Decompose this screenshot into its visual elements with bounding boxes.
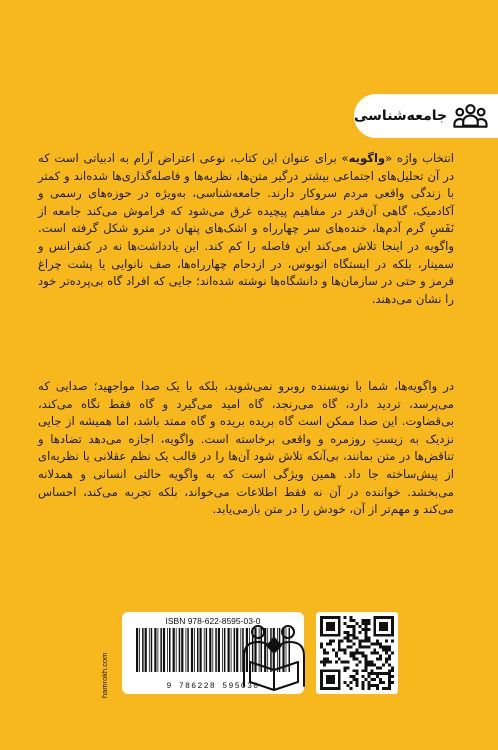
publisher-logo bbox=[236, 616, 312, 696]
publisher-website: hamrokh.com bbox=[100, 652, 109, 698]
isbn-label: ISBN 978-622-8595-03-0 bbox=[165, 616, 261, 626]
blurb-paragraph-2: در واگویه‌ها، شما با نویسنده روبرو نمی‌شوید، بلکه با یک صدا مواجهید؛ صدایی که می‌پرسد، تردید دارد، گاه می‌رنجد، گاه امید می‌گیرد و گاه فقط نگاه می‌کند، بی‌قضاوت. این صدا ممکن است گاه بریده بریده و گاه ممتد باشد، اما همیشه از جایی نزدیک به زیستِ روزمره و واقعی برخاسته است. واگویه، اجازه می‌دهد تضادها و تناقض‌ها در متن بمانند، بی‌آنکه تلاش شود آن‌ها را در قالب یک نظم عقلانی یا نظریه‌ای از پیش‌ساخته جا داد. همین ویژگی است که به واگویه حالتی انسانی و همدلانه می‌بخشد. خواننده در آن نه فقط اطلاعات می‌خواند، بلکه تجربه می‌کند، احساس می‌کند و مهم‌تر از آن، خودش را در متن بازمی‌یابد. bbox=[38, 379, 454, 517]
qr-code-pattern bbox=[320, 616, 394, 690]
people-group-icon bbox=[453, 101, 488, 131]
book-title-word: واگویه bbox=[348, 151, 386, 165]
category-tag bbox=[354, 94, 498, 138]
blurb-p1-after-title: » برای عنوان این کتاب، نوعی اعتراض آرام به ادبیاتی است که در آن تحلیل‌های اجتماعی بیشتر درگیر متن‌ها، نظریه‌ها و فاصله‌گذاری‌ها شده‌اند و کمتر با زندگی واقعی مردم سروکار دارند. جامعه‌شناسی، به‌ویژه در حوزه‌های رسمی و آکادمیک، گاهی آن‌قدر در مفاهیم پیچیده غرق می‌شود که فراموش می‌کند جامعه از نَفَسِ گرم آدم‌ها، خنده‌های سر چهارراه و اشک‌های پنهان در مترو شکل گرفته است. واگویه در اینجا تلاش می‌کند این فاصله را کم کند. این یادداشت‌ها نه در کنفرانس و سمینار، بلکه در ایستگاه اتوبوس، در ازدحام چهارراه‌ها، صف نانوایی یا پشت چراغ قرمز و حتی در سازمان‌ها و دانشگاه‌ها نوشته شده‌اند؛ جایی که افراد گاه بی‌پرده‌تر خود را نشان می‌دهند. bbox=[38, 151, 454, 306]
qr-code[interactable] bbox=[316, 612, 398, 694]
blurb-paragraph-1 bbox=[38, 150, 454, 308]
blurb-p1-before-title: انتخاب واژه « bbox=[385, 151, 454, 165]
barcode-digits: 9 786228 595030 bbox=[166, 682, 260, 691]
category-label: جامعه‌شناسی bbox=[354, 108, 448, 124]
